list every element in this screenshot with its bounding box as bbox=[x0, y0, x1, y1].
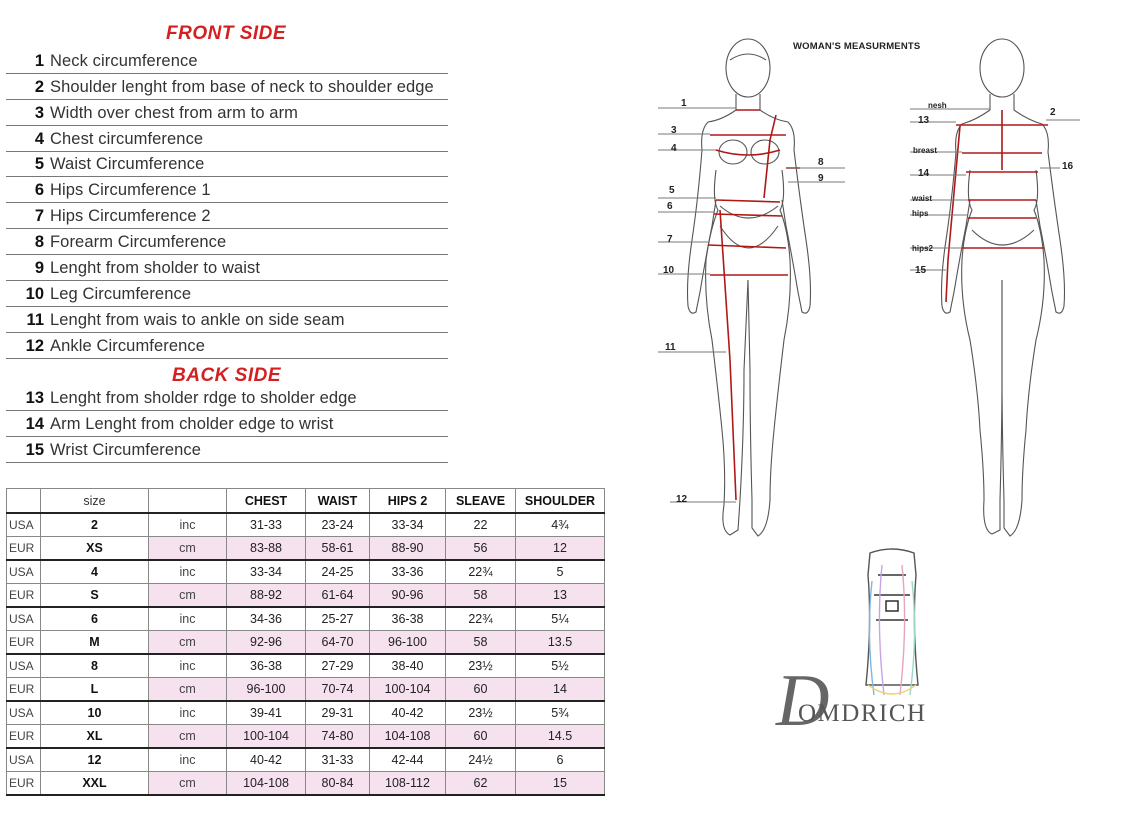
size-cell: 2 bbox=[41, 513, 149, 537]
size-cell: S bbox=[41, 584, 149, 608]
chest-cell: 100-104 bbox=[227, 725, 306, 749]
region-cell: USA bbox=[7, 654, 41, 678]
shoulder-cell: 5¼ bbox=[516, 607, 605, 631]
chest-cell: 88-92 bbox=[227, 584, 306, 608]
hips-cell: 40-42 bbox=[370, 701, 446, 725]
shoulder-cell: 12 bbox=[516, 537, 605, 561]
measurement-number: 9 bbox=[34, 259, 44, 278]
shoulder-cell: 14.5 bbox=[516, 725, 605, 749]
waist-cell: 70-74 bbox=[306, 678, 370, 702]
figure-label: 10 bbox=[663, 265, 675, 276]
shoulder-cell: 13 bbox=[516, 584, 605, 608]
chest-cell: 39-41 bbox=[227, 701, 306, 725]
figure-label: 9 bbox=[818, 173, 824, 184]
measurement-item bbox=[6, 385, 448, 411]
size-cell: 6 bbox=[41, 607, 149, 631]
figure-label: hips2 bbox=[912, 244, 933, 253]
chest-cell: 36-38 bbox=[227, 654, 306, 678]
size-table-row bbox=[7, 537, 605, 561]
front-body-outline bbox=[688, 39, 811, 536]
figure-label: 13 bbox=[918, 115, 930, 126]
sleeve-cell: 58 bbox=[446, 584, 516, 608]
size-table-row bbox=[7, 772, 605, 796]
waist-cell: 24-25 bbox=[306, 560, 370, 584]
measurement-item bbox=[6, 281, 448, 307]
shoulder-header: SHOULDER bbox=[516, 489, 605, 514]
size-cell: 12 bbox=[41, 748, 149, 772]
sleeve-cell: 60 bbox=[446, 725, 516, 749]
region-cell: EUR bbox=[7, 584, 41, 608]
unit-cell: cm bbox=[149, 772, 227, 796]
sleeve-cell: 23½ bbox=[446, 701, 516, 725]
size-chart-table bbox=[6, 488, 605, 796]
chest-cell: 92-96 bbox=[227, 631, 306, 655]
measurement-number: 2 bbox=[34, 77, 44, 96]
hips-cell: 33-34 bbox=[370, 513, 446, 537]
measurement-number: 3 bbox=[34, 103, 44, 122]
measurement-label: Width over chest from arm to arm bbox=[50, 103, 299, 122]
hips-cell: 38-40 bbox=[370, 654, 446, 678]
sleeve-header: SLEAVE bbox=[446, 489, 516, 514]
figure-title: WOMAN'S MEASURMENTS bbox=[793, 41, 921, 52]
figure-label: 8 bbox=[818, 157, 824, 168]
size-table-row bbox=[7, 678, 605, 702]
region-cell: EUR bbox=[7, 537, 41, 561]
waist-cell: 31-33 bbox=[306, 748, 370, 772]
hips-cell: 100-104 bbox=[370, 678, 446, 702]
measurement-item bbox=[6, 229, 448, 255]
sleeve-cell: 56 bbox=[446, 537, 516, 561]
measurement-number: 12 bbox=[25, 336, 44, 355]
chest-cell: 96-100 bbox=[227, 678, 306, 702]
region-cell: EUR bbox=[7, 772, 41, 796]
measurement-label: Hips Circumference 2 bbox=[50, 207, 211, 226]
unit-cell: inc bbox=[149, 748, 227, 772]
chest-cell: 33-34 bbox=[227, 560, 306, 584]
shoulder-cell: 4¾ bbox=[516, 513, 605, 537]
figure-label: nesh bbox=[928, 101, 947, 110]
sleeve-cell: 24½ bbox=[446, 748, 516, 772]
unit-cell: inc bbox=[149, 654, 227, 678]
size-table-row bbox=[7, 560, 605, 584]
figure-label: 4 bbox=[671, 143, 677, 154]
back-body-outline bbox=[942, 39, 1065, 536]
measurement-item bbox=[6, 48, 448, 74]
dress-form-illustration bbox=[852, 545, 932, 705]
size-table-row bbox=[7, 701, 605, 725]
measurement-number: 13 bbox=[25, 388, 44, 407]
measurement-item bbox=[6, 177, 448, 203]
measurement-number: 14 bbox=[25, 414, 44, 433]
chest-cell: 83-88 bbox=[227, 537, 306, 561]
measurement-item bbox=[6, 74, 448, 100]
hips-cell: 33-36 bbox=[370, 560, 446, 584]
waist-cell: 27-29 bbox=[306, 654, 370, 678]
region-cell: USA bbox=[7, 748, 41, 772]
size-table-row bbox=[7, 513, 605, 537]
leader-lines bbox=[658, 108, 1080, 502]
waist-cell: 80-84 bbox=[306, 772, 370, 796]
sleeve-cell: 58 bbox=[446, 631, 516, 655]
figure-label: 7 bbox=[667, 234, 673, 245]
figure-label: 6 bbox=[667, 201, 673, 212]
size-table-row bbox=[7, 584, 605, 608]
figure-label: 11 bbox=[665, 342, 676, 353]
hips-cell: 90-96 bbox=[370, 584, 446, 608]
measurement-number: 6 bbox=[34, 181, 44, 200]
shoulder-cell: 5½ bbox=[516, 654, 605, 678]
measurement-figure bbox=[640, 30, 1100, 570]
measurement-item bbox=[6, 152, 448, 178]
waist-header: WAIST bbox=[306, 489, 370, 514]
measurement-item bbox=[6, 411, 448, 437]
hips-cell: 108-112 bbox=[370, 772, 446, 796]
measurement-item bbox=[6, 255, 448, 281]
unit-cell: cm bbox=[149, 725, 227, 749]
size-table-row bbox=[7, 725, 605, 749]
measurement-label: Leg Circumference bbox=[50, 284, 192, 303]
back-measurement-list bbox=[6, 385, 448, 463]
figure-label: 14 bbox=[918, 168, 930, 179]
chest-cell: 40-42 bbox=[227, 748, 306, 772]
waist-cell: 58-61 bbox=[306, 537, 370, 561]
size-cell: M bbox=[41, 631, 149, 655]
sleeve-cell: 23½ bbox=[446, 654, 516, 678]
measurement-label: Waist Circumference bbox=[50, 155, 205, 174]
chest-cell: 104-108 bbox=[227, 772, 306, 796]
sleeve-cell: 22 bbox=[446, 513, 516, 537]
region-cell: USA bbox=[7, 607, 41, 631]
size-cell: XXL bbox=[41, 772, 149, 796]
measurement-number: 15 bbox=[25, 440, 44, 459]
region-cell: EUR bbox=[7, 631, 41, 655]
size-table-row bbox=[7, 748, 605, 772]
size-table-row bbox=[7, 654, 605, 678]
figure-label: 12 bbox=[676, 494, 688, 505]
shoulder-cell: 14 bbox=[516, 678, 605, 702]
waist-cell: 74-80 bbox=[306, 725, 370, 749]
unit-cell: inc bbox=[149, 513, 227, 537]
shoulder-cell: 6 bbox=[516, 748, 605, 772]
sleeve-cell: 62 bbox=[446, 772, 516, 796]
brand-logo-initial: D bbox=[776, 660, 830, 742]
sleeve-cell: 22¾ bbox=[446, 560, 516, 584]
figure-label: waist bbox=[912, 194, 933, 203]
shoulder-cell: 13.5 bbox=[516, 631, 605, 655]
figure-label: 3 bbox=[671, 125, 677, 136]
measurement-label: Ankle Circumference bbox=[50, 336, 206, 355]
hips-cell: 96-100 bbox=[370, 631, 446, 655]
hips-cell: 104-108 bbox=[370, 725, 446, 749]
front-measurement-list bbox=[6, 48, 448, 359]
measurement-item bbox=[6, 203, 448, 229]
size-cell: XS bbox=[41, 537, 149, 561]
measurement-number: 1 bbox=[34, 51, 44, 70]
measurement-label: Chest circumference bbox=[50, 129, 204, 148]
region-cell: USA bbox=[7, 701, 41, 725]
measurement-lines bbox=[708, 110, 1048, 500]
measurement-item bbox=[6, 333, 448, 359]
figure-label: 16 bbox=[1062, 161, 1074, 172]
sleeve-cell: 60 bbox=[446, 678, 516, 702]
measurement-label: Lenght from wais to ankle on side seam bbox=[50, 310, 345, 329]
unit-header bbox=[149, 489, 227, 514]
region-cell: USA bbox=[7, 513, 41, 537]
measurement-item bbox=[6, 100, 448, 126]
region-cell: EUR bbox=[7, 678, 41, 702]
shoulder-cell: 5¾ bbox=[516, 701, 605, 725]
measurement-number: 8 bbox=[34, 233, 44, 252]
measurement-label: Neck circumference bbox=[50, 51, 198, 70]
unit-cell: cm bbox=[149, 678, 227, 702]
size-cell: 10 bbox=[41, 701, 149, 725]
waist-cell: 61-64 bbox=[306, 584, 370, 608]
hips-header: HIPS 2 bbox=[370, 489, 446, 514]
measurement-label: Wrist Circumference bbox=[50, 440, 202, 459]
measurement-label: Shoulder lenght from base of neck to shoulder edge bbox=[50, 77, 434, 96]
figure-label: 2 bbox=[1050, 107, 1056, 118]
unit-cell: inc bbox=[149, 560, 227, 584]
unit-cell: inc bbox=[149, 607, 227, 631]
size-cell: L bbox=[41, 678, 149, 702]
unit-cell: inc bbox=[149, 701, 227, 725]
measurement-number: 5 bbox=[34, 155, 44, 174]
shoulder-cell: 5 bbox=[516, 560, 605, 584]
figure-label: 5 bbox=[669, 185, 675, 196]
measurement-label: Arm Lenght from cholder edge to wrist bbox=[50, 414, 334, 433]
measurement-item bbox=[6, 437, 448, 463]
chest-cell: 31-33 bbox=[227, 513, 306, 537]
unit-cell: cm bbox=[149, 631, 227, 655]
waist-cell: 25-27 bbox=[306, 607, 370, 631]
size-cell: 8 bbox=[41, 654, 149, 678]
size-cell: XL bbox=[41, 725, 149, 749]
size-table-row bbox=[7, 607, 605, 631]
measurement-item bbox=[6, 307, 448, 333]
waist-cell: 64-70 bbox=[306, 631, 370, 655]
figure-label: hips bbox=[912, 209, 929, 218]
chest-cell: 34-36 bbox=[227, 607, 306, 631]
hips-cell: 42-44 bbox=[370, 748, 446, 772]
chest-header: CHEST bbox=[227, 489, 306, 514]
front-side-title: FRONT SIDE bbox=[166, 23, 287, 44]
waist-cell: 29-31 bbox=[306, 701, 370, 725]
size-header: size bbox=[41, 489, 149, 514]
figure-label: 15 bbox=[915, 265, 927, 276]
waist-cell: 23-24 bbox=[306, 513, 370, 537]
measurement-label: Lenght from sholder rdge to sholder edge bbox=[50, 388, 357, 407]
region-cell: USA bbox=[7, 560, 41, 584]
size-cell: 4 bbox=[41, 560, 149, 584]
back-side-title: BACK SIDE bbox=[172, 365, 282, 386]
region-header bbox=[7, 489, 41, 514]
size-table-header-row bbox=[7, 489, 605, 514]
measurement-number: 4 bbox=[34, 129, 44, 148]
measurement-label: Forearm Circumference bbox=[50, 233, 227, 252]
measurement-number: 10 bbox=[25, 284, 44, 303]
unit-cell: cm bbox=[149, 584, 227, 608]
measurement-number: 7 bbox=[34, 207, 44, 226]
hips-cell: 36-38 bbox=[370, 607, 446, 631]
shoulder-cell: 15 bbox=[516, 772, 605, 796]
hips-cell: 88-90 bbox=[370, 537, 446, 561]
measurement-label: Lenght from sholder to waist bbox=[50, 259, 261, 278]
measurement-number: 11 bbox=[26, 310, 44, 329]
region-cell: EUR bbox=[7, 725, 41, 749]
figure-label: breast bbox=[913, 146, 938, 155]
measurement-item bbox=[6, 126, 448, 152]
measurement-label: Hips Circumference 1 bbox=[50, 181, 211, 200]
sleeve-cell: 22¾ bbox=[446, 607, 516, 631]
unit-cell: cm bbox=[149, 537, 227, 561]
brand-logo-name: OMDRICH bbox=[798, 700, 927, 727]
size-table-row bbox=[7, 631, 605, 655]
figure-label: 1 bbox=[681, 98, 687, 109]
